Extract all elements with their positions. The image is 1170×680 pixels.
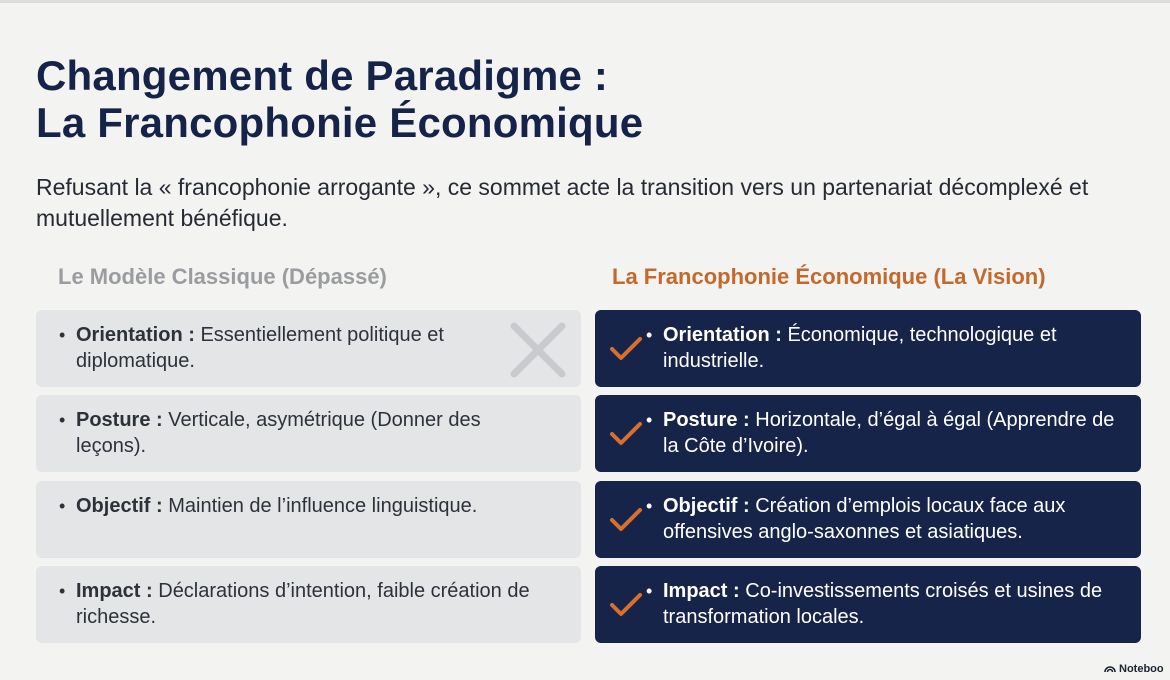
check-icon: [609, 336, 643, 362]
card-description: Maintien de l’influence linguistique.: [162, 495, 478, 517]
card-text: [59, 407, 556, 459]
bullet: •: [646, 581, 653, 601]
title-line-2: La Francophonie Économique: [36, 99, 644, 146]
page-title: [36, 52, 643, 146]
vision-objective-card: [595, 481, 1141, 558]
bullet: •: [646, 496, 653, 516]
vision-orientation-card: [595, 310, 1141, 387]
card-text: [59, 493, 556, 519]
bullet: •: [59, 325, 66, 345]
card-label: Impact :: [76, 580, 153, 602]
card-description: Horizontale, d’égal à égal (Apprendre de la Côte d’Ivoire).: [663, 409, 1115, 457]
card-description: Création d’emplois locaux face aux offensives anglo-saxonnes et asiatiques.: [663, 495, 1066, 543]
card-text: [646, 322, 1133, 374]
card-description: Économique, technologique et industrielle.: [663, 324, 1057, 372]
card-label: Impact :: [663, 580, 740, 602]
card-text: [646, 493, 1133, 545]
right-column-heading: La Francophonie Économique (La Vision): [612, 264, 1046, 289]
classic-orientation-card: [36, 310, 581, 387]
check-icon: [609, 421, 643, 447]
check-icon: [609, 507, 643, 533]
classic-posture-card: [36, 395, 581, 472]
card-description: Verticale, asymétrique (Donner des leçons).: [76, 409, 481, 457]
classic-objective-card: [36, 481, 581, 558]
card-label: Posture :: [76, 409, 163, 431]
card-text: [59, 322, 556, 374]
card-description: Déclarations d’intention, faible création de richesse.: [76, 580, 530, 628]
classic-impact-card: [36, 566, 581, 643]
subtitle: Refusant la « francophonie arrogante », ce sommet acte la transition vers un partenariat décomplexé et mutuellement bénéfique.: [36, 174, 1089, 231]
card-text: [59, 578, 556, 630]
card-label: Objectif :: [663, 495, 750, 517]
card-description: Essentiellement politique et diplomatique.: [76, 324, 444, 372]
bullet: •: [59, 410, 66, 430]
title-line-1: Changement de Paradigme :: [36, 52, 609, 99]
bullet: •: [59, 581, 66, 601]
card-label: Orientation :: [663, 324, 782, 346]
notebook-logo-icon: [1104, 663, 1116, 673]
card-label: Posture :: [663, 409, 750, 431]
brand-label: Noteboo: [1119, 663, 1164, 675]
left-column-heading: Le Modèle Classique (Dépassé): [58, 264, 387, 289]
brand-watermark: [1104, 663, 1164, 675]
top-divider: [0, 0, 1170, 3]
cross-icon: [506, 318, 570, 382]
bullet: •: [646, 325, 653, 345]
vision-impact-card: [595, 566, 1141, 643]
card-text: [646, 407, 1133, 459]
card-description: Co-investissements croisés et usines de transformation locales.: [663, 580, 1103, 628]
check-icon: [609, 592, 643, 618]
bullet: •: [646, 410, 653, 430]
bullet: •: [59, 496, 66, 516]
card-text: [646, 578, 1133, 630]
card-label: Objectif :: [76, 495, 163, 517]
card-label: Orientation :: [76, 324, 195, 346]
vision-posture-card: [595, 395, 1141, 472]
